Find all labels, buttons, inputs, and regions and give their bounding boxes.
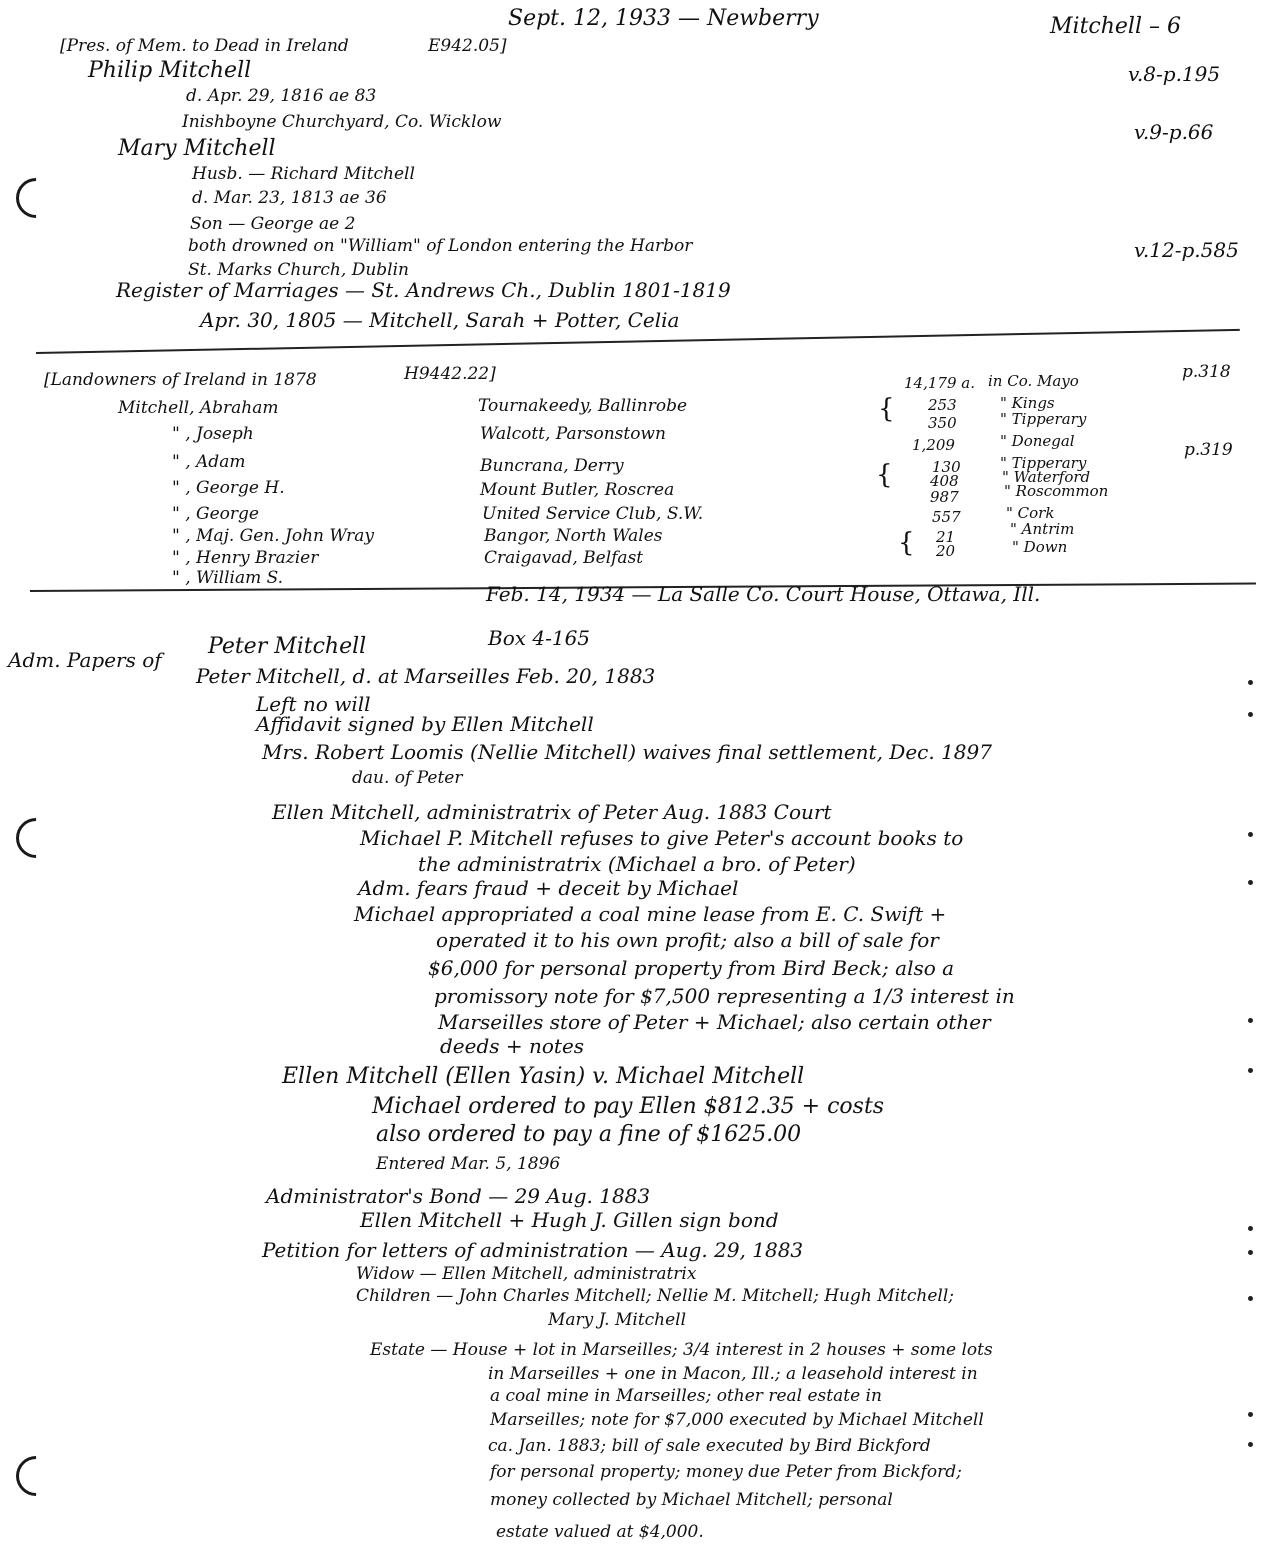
source-title: [Landowners of Ireland in 1878 xyxy=(44,370,317,390)
margin-dot xyxy=(1248,1018,1253,1023)
record-line: Ellen Mitchell (Ellen Yasin) v. Michael Mitchell xyxy=(282,1064,805,1089)
entry-ref: v.9-p.66 xyxy=(1134,120,1214,144)
landowner-name: " , Maj. Gen. John Wray xyxy=(172,526,374,546)
county: " Down xyxy=(1012,538,1068,556)
box-number: Box 4-165 xyxy=(488,626,591,650)
record-line: Affidavit signed by Ellen Mitchell xyxy=(256,712,594,736)
record-line: operated it to his own profit; also a bill of sale for xyxy=(436,928,939,952)
section-divider xyxy=(36,329,1240,354)
landowner-name: " , Henry Brazier xyxy=(172,548,319,568)
acreage: 130 xyxy=(932,458,961,476)
county: in Co. Mayo xyxy=(988,372,1079,390)
margin-dot xyxy=(1248,1226,1253,1231)
record-line: dau. of Peter xyxy=(352,768,463,788)
acreage: 20 xyxy=(936,542,956,560)
acreage: 557 xyxy=(932,508,961,526)
record-line: $6,000 for personal property from Bird Beck; also a xyxy=(428,956,955,980)
record-line: ca. Jan. 1883; bill of sale executed by Bird Bickford xyxy=(488,1436,931,1456)
margin-dot xyxy=(1248,1296,1253,1301)
margin-dot xyxy=(1248,832,1253,837)
entry-line: Inishboyne Churchyard, Co. Wicklow xyxy=(182,112,502,132)
margin-dot xyxy=(1248,712,1253,717)
entry-line: Apr. 30, 1805 — Mitchell, Sarah + Potter, Celia xyxy=(200,308,680,332)
acreage: 253 xyxy=(928,396,957,414)
county: " Waterford xyxy=(1002,468,1091,486)
binder-hole-icon xyxy=(8,810,65,867)
landowner-name: " , Joseph xyxy=(172,424,254,444)
record-line: the administratrix (Michael a bro. of Peter) xyxy=(418,852,856,876)
county: " Cork xyxy=(1006,504,1055,522)
page-ref: p.319 xyxy=(1184,440,1233,460)
brace-icon: { xyxy=(876,460,893,490)
entry-name: Mary Mitchell xyxy=(118,136,276,161)
acreage: 350 xyxy=(928,414,957,432)
source-title: [Pres. of Mem. to Dead in Ireland xyxy=(60,36,349,56)
acreage: 21 xyxy=(936,528,956,546)
record-line: a coal mine in Marseilles; other real estate in xyxy=(490,1386,882,1406)
record-line: deeds + notes xyxy=(440,1034,585,1058)
entry-line: Husb. — Richard Mitchell xyxy=(192,164,415,184)
margin-dot xyxy=(1248,880,1253,885)
entry-line: d. Apr. 29, 1816 ae 83 xyxy=(186,86,377,106)
landowner-place: Mount Butler, Roscrea xyxy=(480,480,675,500)
binder-hole-icon xyxy=(8,1448,65,1505)
record-line: in Marseilles + one in Macon, Ill.; a leasehold interest in xyxy=(488,1364,978,1384)
record-line: money collected by Michael Mitchell; personal xyxy=(490,1490,893,1510)
entry-line: St. Marks Church, Dublin xyxy=(188,260,409,280)
record-line: Administrator's Bond — 29 Aug. 1883 xyxy=(266,1184,651,1208)
record-line: Mary J. Mitchell xyxy=(548,1310,687,1330)
entry-line: Son — George ae 2 xyxy=(190,214,356,234)
landowner-place: Walcott, Parsonstown xyxy=(480,424,666,444)
margin-dot xyxy=(1248,1412,1253,1417)
call-number: E942.05] xyxy=(428,36,507,56)
record-line: Michael ordered to pay Ellen $812.35 + costs xyxy=(372,1094,885,1119)
record-line: Mrs. Robert Loomis (Nellie Mitchell) waives final settlement, Dec. 1897 xyxy=(262,740,992,764)
landowner-place: Craigavad, Belfast xyxy=(484,548,644,568)
landowner-name: " , William S. xyxy=(172,568,284,588)
county: " Tipperary xyxy=(1000,454,1087,472)
record-line: also ordered to pay a fine of $1625.00 xyxy=(376,1122,802,1147)
county: " Kings xyxy=(1000,394,1055,412)
landowner-place: Tournakeedy, Ballinrobe xyxy=(478,396,688,416)
record-line: Ellen Mitchell, administratrix of Peter Aug. 1883 Court xyxy=(272,800,832,824)
record-line: Marseilles; note for $7,000 executed by Michael Mitchell xyxy=(490,1410,984,1430)
papers-label: Adm. Papers of xyxy=(8,648,162,672)
record-line: Left no will xyxy=(256,692,371,716)
entry-ref: v.8-p.195 xyxy=(1128,62,1221,86)
landowner-name: Mitchell, Abraham xyxy=(118,398,279,418)
record-line: Peter Mitchell, d. at Marseilles Feb. 20, 1883 xyxy=(196,664,656,688)
entry-ref: v.12-p.585 xyxy=(1134,238,1239,262)
brace-icon: { xyxy=(878,394,895,424)
record-line: Adm. fears fraud + deceit by Michael xyxy=(358,876,739,900)
header-date-place: Sept. 12, 1933 — Newberry xyxy=(508,6,819,31)
record-line: Petition for letters of administration — Aug. 29, 1883 xyxy=(262,1238,804,1262)
record-line: Marseilles store of Peter + Michael; also certain other xyxy=(438,1010,991,1034)
county: " Antrim xyxy=(1010,520,1075,538)
record-line: Estate — House + lot in Marseilles; 3/4 interest in 2 houses + some lots xyxy=(370,1340,993,1360)
landowner-name: " , Adam xyxy=(172,452,246,472)
papers-subject: Peter Mitchell xyxy=(208,634,367,659)
brace-icon: { xyxy=(898,528,915,558)
record-line: promissory note for $7,500 representing a 1/3 interest in xyxy=(434,984,1015,1008)
margin-dot xyxy=(1248,1068,1253,1073)
record-date-place: Feb. 14, 1934 — La Salle Co. Court House, Ottawa, Ill. xyxy=(486,582,1041,606)
record-line: Children — John Charles Mitchell; Nellie M. Mitchell; Hugh Mitchell; xyxy=(356,1286,955,1306)
entry-name: Philip Mitchell xyxy=(88,58,252,83)
acreage: 987 xyxy=(930,488,959,506)
county: " Donegal xyxy=(1000,432,1075,450)
landowner-place: United Service Club, S.W. xyxy=(482,504,704,524)
county: " Roscommon xyxy=(1004,482,1109,500)
landowner-name: " , George xyxy=(172,504,259,524)
entry-name: Register of Marriages — St. Andrews Ch., Dublin 1801-1819 xyxy=(116,278,731,302)
page-label: Mitchell – 6 xyxy=(1050,14,1181,39)
binder-hole-icon xyxy=(8,170,65,227)
record-line: Entered Mar. 5, 1896 xyxy=(376,1154,561,1174)
record-line: estate valued at $4,000. xyxy=(496,1522,704,1542)
acreage: 1,209 xyxy=(912,436,955,454)
record-line: Michael appropriated a coal mine lease from E. C. Swift + xyxy=(354,902,947,926)
margin-dot xyxy=(1248,1250,1253,1255)
acreage: 408 xyxy=(930,472,959,490)
landowner-name: " , George H. xyxy=(172,478,285,498)
margin-dot xyxy=(1248,1442,1253,1447)
acreage: 14,179 a. xyxy=(904,374,975,392)
entry-line: both drowned on "William" of London entering the Harbor xyxy=(188,236,693,256)
landowner-place: Buncrana, Derry xyxy=(480,456,624,476)
entry-line: d. Mar. 23, 1813 ae 36 xyxy=(192,188,387,208)
record-line: Ellen Mitchell + Hugh J. Gillen sign bond xyxy=(360,1208,779,1232)
margin-dot xyxy=(1248,680,1253,685)
record-line: Michael P. Mitchell refuses to give Peter's account books to xyxy=(360,826,964,850)
record-line: Widow — Ellen Mitchell, administratrix xyxy=(356,1264,697,1284)
call-number: H9442.22] xyxy=(404,364,496,384)
page-ref: p.318 xyxy=(1182,362,1231,382)
landowner-place: Bangor, North Wales xyxy=(484,526,663,546)
county: " Tipperary xyxy=(1000,410,1087,428)
record-line: for personal property; money due Peter from Bickford; xyxy=(490,1462,962,1482)
